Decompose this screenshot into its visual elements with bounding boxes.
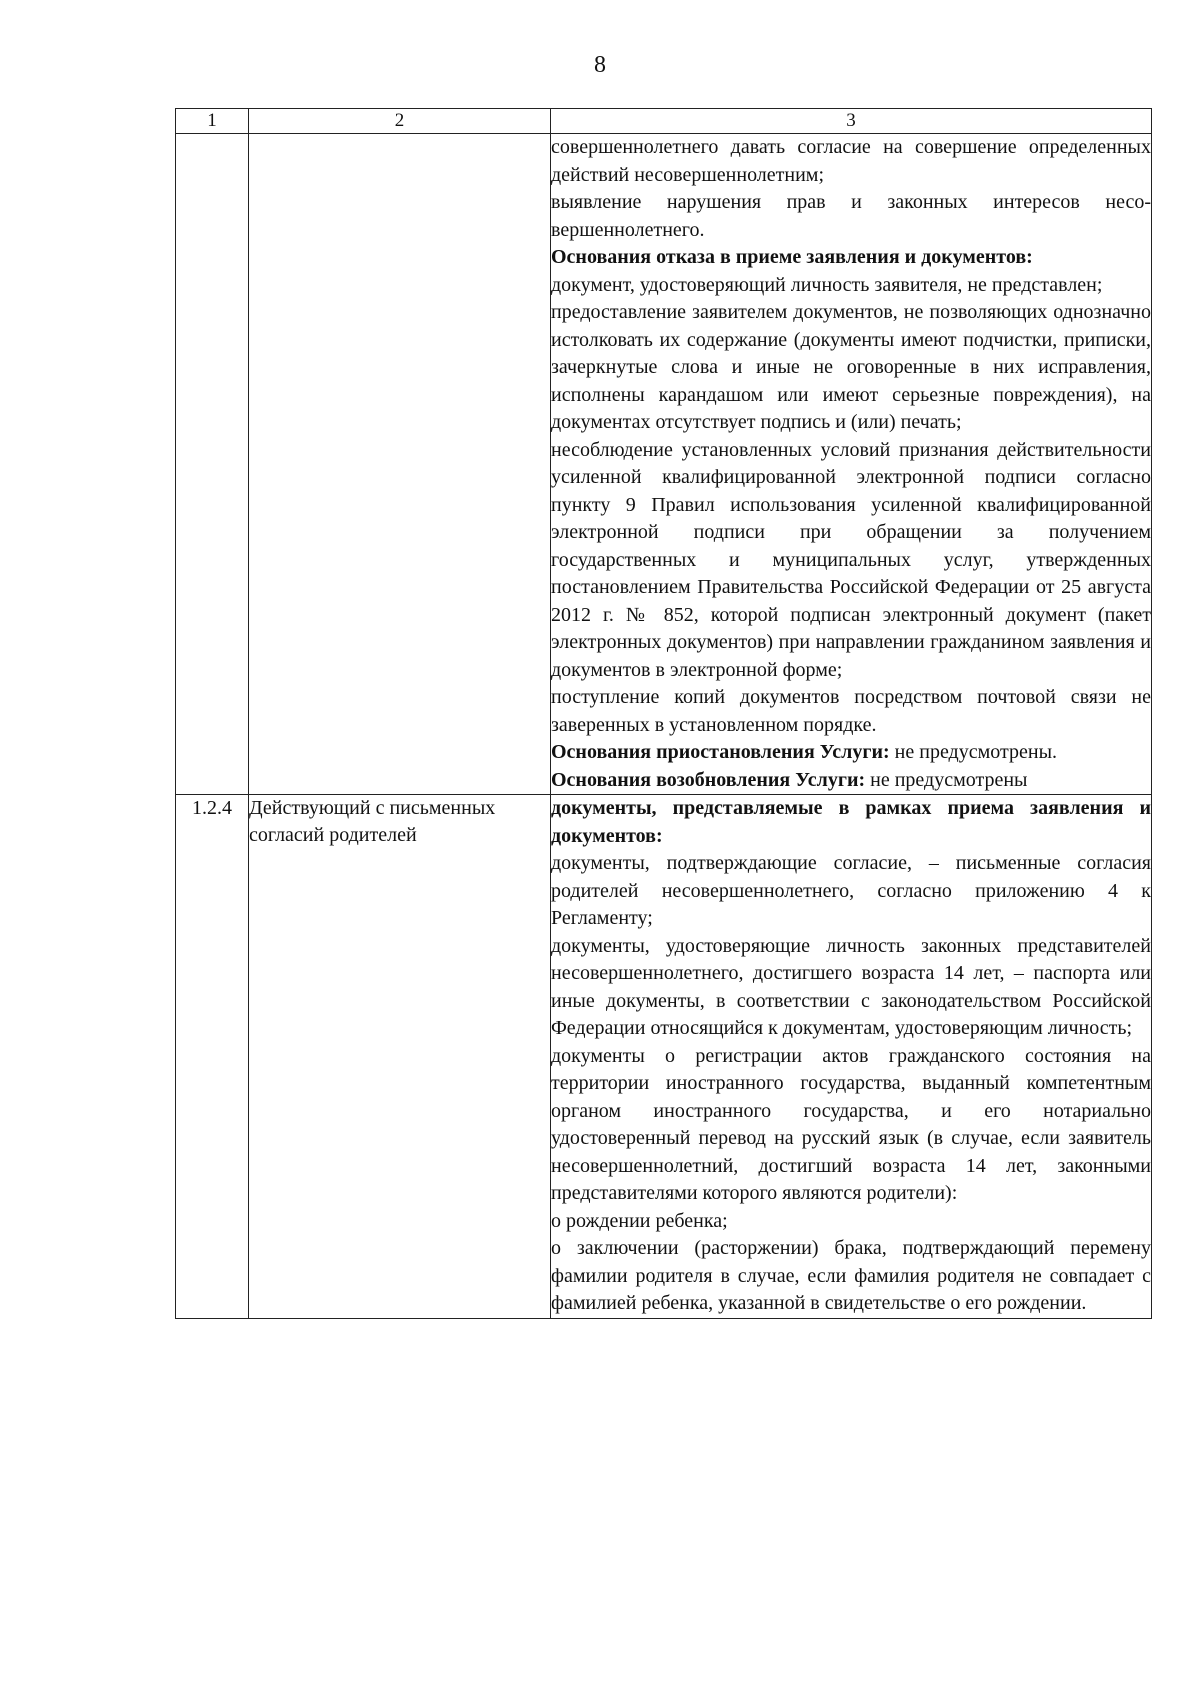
table-row [176, 795, 1152, 1319]
row-content-cell [551, 134, 1152, 795]
documents-heading: документы, представляемые в рамках приема заявления и документов: [551, 797, 1151, 847]
paragraph: поступление копий документов посредством почтовой связи не заверенных в установленном порядке. [551, 686, 1151, 736]
refusal-heading: Основания отказа в приеме заявления и документов: [551, 246, 1033, 268]
suspension-text: не предусмотрены. [894, 741, 1057, 763]
paragraph: выявление нарушения прав и законных интересов несо-вершеннолетнего. [551, 191, 1151, 241]
suspension-paragraph [551, 739, 1151, 767]
header-col-1: 1 [176, 109, 249, 134]
paragraph: о рождении ребенка; [551, 1209, 728, 1232]
resumption-paragraph [551, 767, 1151, 795]
row-name-cell: Действующий с письменных согласий родителей [249, 795, 551, 1319]
page-number: 8 [594, 52, 606, 78]
header-col-3: 3 [551, 109, 1152, 134]
resumption-text: не предусмотрены [870, 768, 1028, 791]
service-table [175, 108, 1152, 1319]
paragraph: документ, удостоверяющий личность заявителя, не представлен; [551, 273, 1103, 296]
header-col-2: 2 [249, 109, 551, 134]
row-name-cell [249, 134, 551, 795]
row-number-cell: 1.2.4 [176, 795, 249, 1319]
paragraph: документы о регистрации актов гражданского состояния на территории иностранного государства, выданный компетентным органом иностранного государства, и его нотариально удостоверенный перевод на русский язык (в случае, если заявитель несовершеннолетний, достигший возраста 14 лет, законными представителями которого являются родители): [551, 1044, 1151, 1204]
resumption-heading: Основания возобновления Услуги: [551, 768, 866, 791]
suspension-heading: Основания приостановления Услуги: [551, 741, 890, 763]
paragraph: о заключении (расторжении) брака, подтверждающий перемену фамилии родителя в случае, если фамилия родителя не совпадает с фамилией ребенка, указанной в свидетельстве о его рождении. [551, 1237, 1151, 1314]
paragraph: совершеннолетнего давать согласие на совершение определенных действий несовершеннолетним; [551, 136, 1151, 186]
row-number-cell [176, 134, 249, 795]
table-row [176, 134, 1152, 795]
row-content-cell [551, 795, 1152, 1319]
paragraph: документы, подтверждающие согласие, – письменные согласия родителей несовершеннолетнего, согласно приложению 4 к Регламенту; [551, 852, 1151, 929]
paragraph: документы, удостоверяющие личность законных представителей несовершеннолетнего, достигшего возраста 14 лет, – паспорта или иные документы, в соответствии с законодательством Российской Федерации относящийся к документам, удостоверяющим личность; [551, 934, 1151, 1039]
paragraph: несоблюдение установленных условий признания действительности усиленной квалифицированной электронной подписи согласно пункту 9 Правил использования усиленной квалифицированной электронной подписи при обращении за получением государственных и муниципальных услуг, утвержденных постановлением Правительства Российской Федерации от 25 августа 2012 г. № 852, которой подписан электронный документ (пакет электронных документов) при направлении гражданином заявления и документов в электронной форме; [551, 438, 1151, 681]
header-row [176, 109, 1152, 134]
paragraph: предоставление заявителем документов, не позволяющих однозначно истолковать их содержание (документы имеют подчистки, приписки, зачеркнутые слова и иные не оговоренные в них исправления, исполнены карандашом или имеют серьезные повреждения), на документах отсутствует подпись и (или) печать; [551, 301, 1151, 433]
